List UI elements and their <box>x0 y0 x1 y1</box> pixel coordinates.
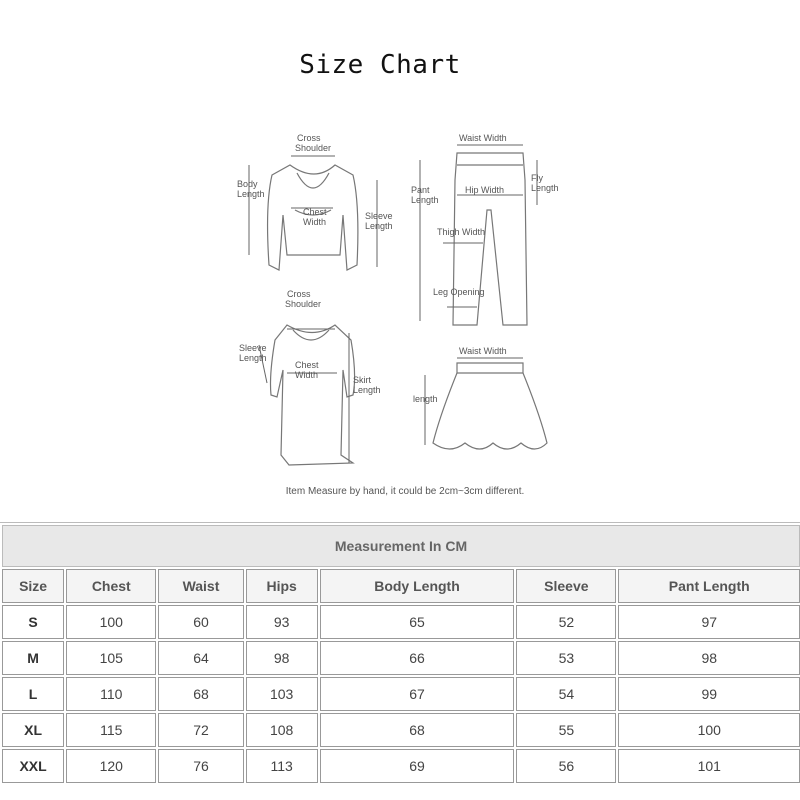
svg-text:Length: Length <box>411 195 439 205</box>
header-pant-length: Pant Length <box>618 569 800 603</box>
svg-text:Length: Length <box>531 183 559 193</box>
cell-sleeve: 52 <box>516 605 616 639</box>
svg-text:Shoulder: Shoulder <box>285 299 322 309</box>
measurement-diagram <box>225 125 585 505</box>
cell-hips: 108 <box>246 713 318 747</box>
svg-text:Width: Width <box>303 217 327 227</box>
cell-waist: 68 <box>158 677 243 711</box>
svg-text:Sleeve: Sleeve <box>365 211 393 221</box>
svg-text:Waist Width: Waist Width <box>459 133 507 143</box>
svg-text:Waist Width: Waist Width <box>459 346 507 356</box>
svg-text:length: length <box>413 394 438 404</box>
cell-size: XXL <box>2 749 64 783</box>
header-size: Size <box>2 569 64 603</box>
header-hips: Hips <box>246 569 318 603</box>
table-header-row <box>2 569 800 603</box>
cell-hips: 98 <box>246 641 318 675</box>
cell-chest: 100 <box>66 605 156 639</box>
svg-text:Body: Body <box>237 179 258 189</box>
cell-chest: 105 <box>66 641 156 675</box>
cell-sleeve: 56 <box>516 749 616 783</box>
pants-sketch <box>411 133 559 325</box>
page-title: Size Chart <box>299 50 461 80</box>
svg-text:Length: Length <box>353 385 381 395</box>
cell-waist: 72 <box>158 713 243 747</box>
cell-chest: 120 <box>66 749 156 783</box>
cell-body-length: 66 <box>320 641 514 675</box>
dress-sketch <box>239 289 381 465</box>
cell-pant-length: 98 <box>618 641 800 675</box>
cell-size: XL <box>2 713 64 747</box>
cell-pant-length: 100 <box>618 713 800 747</box>
cell-pant-length: 99 <box>618 677 800 711</box>
size-table <box>0 522 800 785</box>
svg-text:Length: Length <box>365 221 393 231</box>
cell-body-length: 67 <box>320 677 514 711</box>
svg-text:Chest: Chest <box>295 360 319 370</box>
cell-waist: 64 <box>158 641 243 675</box>
cell-sleeve: 55 <box>516 713 616 747</box>
table-row <box>2 713 800 747</box>
svg-text:Length: Length <box>237 189 265 199</box>
cell-body-length: 69 <box>320 749 514 783</box>
svg-text:Skirt: Skirt <box>353 375 371 385</box>
cell-hips: 113 <box>246 749 318 783</box>
cell-chest: 110 <box>66 677 156 711</box>
cell-waist: 60 <box>158 605 243 639</box>
table-caption: Measurement In CM <box>2 525 800 567</box>
cell-sleeve: 54 <box>516 677 616 711</box>
cell-size: M <box>2 641 64 675</box>
svg-text:Width: Width <box>295 370 319 380</box>
header-body-length: Body Length <box>320 569 514 603</box>
header-waist: Waist <box>158 569 243 603</box>
cell-size: S <box>2 605 64 639</box>
cell-waist: 76 <box>158 749 243 783</box>
cell-hips: 103 <box>246 677 318 711</box>
cell-sleeve: 53 <box>516 641 616 675</box>
svg-text:Shoulder: Shoulder <box>295 143 332 153</box>
svg-text:Fly: Fly <box>531 173 543 183</box>
header-chest: Chest <box>66 569 156 603</box>
cell-pant-length: 101 <box>618 749 800 783</box>
measurement-note: Item Measure by hand, it could be 2cm~3cm different. <box>285 486 525 497</box>
cell-pant-length: 97 <box>618 605 800 639</box>
table-row <box>2 605 800 639</box>
label-top-cross-shoulder: Cross <box>297 133 321 143</box>
svg-text:Hip Width: Hip Width <box>465 185 505 195</box>
svg-text:Cross: Cross <box>287 289 311 299</box>
svg-text:Leg Opening: Leg Opening <box>433 287 485 297</box>
garment-sketches <box>225 125 585 505</box>
table-row <box>2 749 800 783</box>
cell-body-length: 65 <box>320 605 514 639</box>
cell-hips: 93 <box>246 605 318 639</box>
header-sleeve: Sleeve <box>516 569 616 603</box>
size-table-wrapper <box>0 522 800 785</box>
skirt-sketch <box>413 346 547 449</box>
svg-text:Length: Length <box>239 353 267 363</box>
table-row <box>2 641 800 675</box>
top-sketch <box>237 133 393 270</box>
svg-text:Sleeve: Sleeve <box>239 343 267 353</box>
svg-text:Pant: Pant <box>411 185 430 195</box>
table-row <box>2 677 800 711</box>
svg-text:Thigh Width: Thigh Width <box>437 227 486 237</box>
cell-body-length: 68 <box>320 713 514 747</box>
svg-text:Chest: Chest <box>303 207 327 217</box>
cell-chest: 115 <box>66 713 156 747</box>
cell-size: L <box>2 677 64 711</box>
